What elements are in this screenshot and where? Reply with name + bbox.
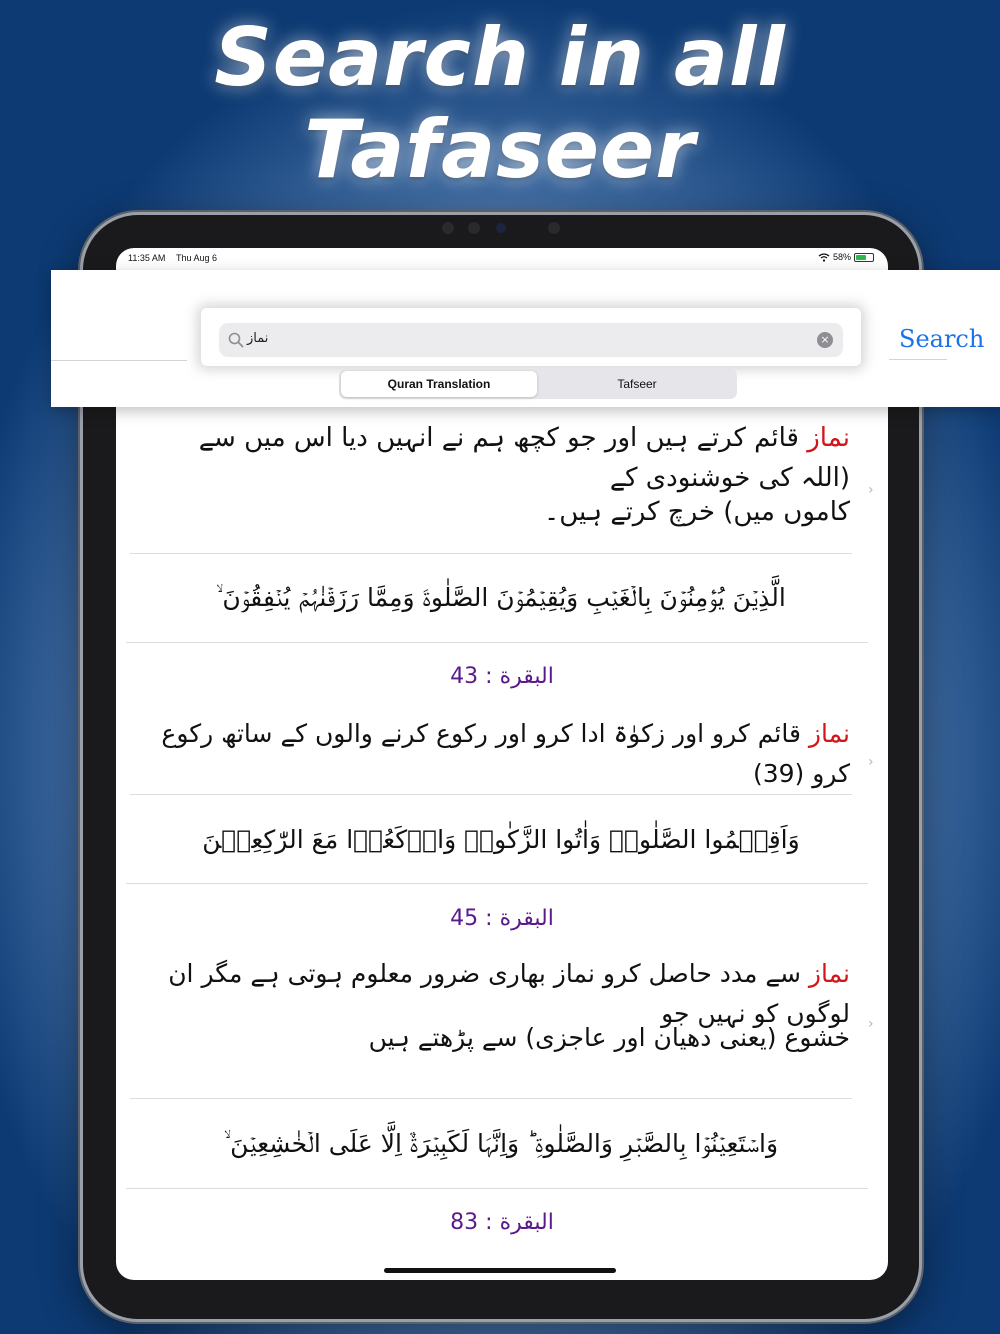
sensor-dot <box>442 222 454 234</box>
list-item[interactable] <box>126 714 878 794</box>
segment-quran-translation[interactable]: Quran Translation <box>341 371 537 397</box>
divider <box>889 359 947 360</box>
search-keyword: نماز <box>808 959 850 988</box>
translation-line <box>150 492 850 532</box>
divider <box>51 360 187 361</box>
headline-line-1: Search in all <box>214 11 786 104</box>
search-input[interactable] <box>219 323 843 357</box>
segmented-control <box>339 369 737 399</box>
home-indicator <box>384 1268 616 1273</box>
search-icon <box>227 331 245 349</box>
divider <box>126 883 868 884</box>
divider <box>130 1098 852 1099</box>
list-item[interactable] <box>126 954 878 1104</box>
translation-text: قائم کرو اور زکوٰۃ ادا کرو اور رکوع کرنے والوں کے ساتھ رکوع کرو (39) <box>161 719 850 788</box>
chevron-right-icon: › <box>868 754 874 770</box>
wifi-icon <box>818 253 830 262</box>
battery-percent: 58% <box>832 252 851 262</box>
verse-reference: البقرة : 45 <box>450 906 554 931</box>
divider <box>130 553 852 554</box>
search-keyword: نماز <box>808 719 850 748</box>
arabic-verse: الَّذِیۡنَ یُؤۡمِنُوۡنَ بِالۡغَیۡبِ وَیُقِیۡمُوۡنَ الصَّلٰوۃَ وَمِمَّا رَزَقۡنٰہُمۡ یُنۡفِقُوۡنَ ۙ <box>216 583 786 612</box>
translation-text: کاموں میں) خرچ کرتے ہیں۔ <box>543 497 850 527</box>
results-list[interactable] <box>116 398 888 1280</box>
divider <box>126 1188 868 1189</box>
search-keyword: نماز <box>807 423 850 453</box>
battery-icon <box>854 253 874 262</box>
clear-icon[interactable]: × <box>817 332 833 348</box>
translation-line <box>150 714 850 794</box>
headline-line-2: Tafaseer <box>304 103 696 196</box>
sensor-dot <box>468 222 480 234</box>
verse-reference: البقرة : 43 <box>450 664 554 689</box>
arabic-verse: وَاَقِیۡمُوا الصَّلٰوۃَ وَاٰتُوا الزَّکٰوۃَ وَارۡکَعُوۡا مَعَ الرّٰکِعِیۡنَ <box>202 825 800 854</box>
verse-reference: البقرة : 83 <box>450 1210 554 1235</box>
chevron-right-icon: › <box>868 482 874 498</box>
translation-line <box>150 1018 850 1058</box>
segment-tafseer[interactable]: Tafseer <box>539 371 735 397</box>
arabic-verse: وَاسۡتَعِیۡنُوۡا بِالصَّبۡرِ وَالصَّلٰوۃِ ؕ وَاِنَّہَا لَکَبِیۡرَۃٌ اِلَّا عَلَی الۡخٰشِعِیۡنَ ۙ <box>223 1129 779 1158</box>
translation-line <box>150 418 850 498</box>
promo-headline <box>0 12 1000 196</box>
translation-text: قائم کرتے ہیں اور جو کچھ ہم نے انہیں دیا اس میں سے (اللہ کی خوشنودی کے <box>198 423 850 493</box>
translation-text: خشوع (یعنی دھیان اور عاجزی) سے پڑھتے ہیں <box>368 1023 850 1052</box>
status-time: 11:35 AM <box>128 253 166 263</box>
status-right <box>818 252 874 262</box>
chevron-right-icon: › <box>868 1016 874 1032</box>
camera-row <box>440 222 570 236</box>
divider <box>130 794 852 795</box>
status-bar <box>116 248 888 268</box>
camera-lens <box>496 223 506 233</box>
search-query: نماز <box>247 331 269 346</box>
search-button[interactable]: Search <box>899 322 995 356</box>
divider <box>126 642 868 643</box>
translation-text: سے مدد حاصل کرو نماز بھاری ضرور معلوم ہوتی ہے مگر ان لوگوں کو نہیں جو <box>168 959 850 1028</box>
search-panel <box>51 270 1000 407</box>
list-item[interactable] <box>126 398 878 554</box>
sensor-dot <box>548 222 560 234</box>
status-date: Thu Aug 6 <box>176 253 218 263</box>
search-bar <box>201 308 861 366</box>
